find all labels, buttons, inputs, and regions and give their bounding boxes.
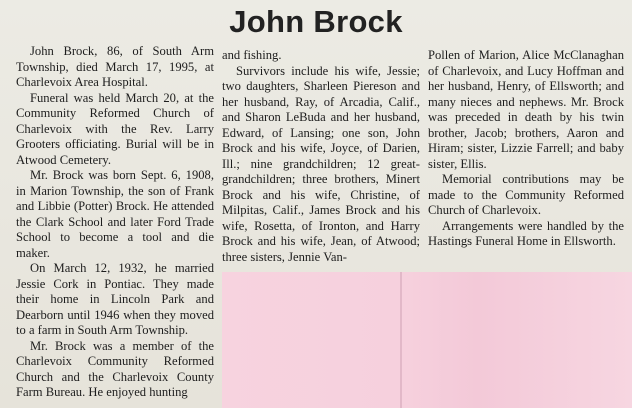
column-3 (428, 48, 624, 250)
paragraph: and fishing. (222, 48, 282, 62)
paragraph: Survivors include his wife, Jessie; two daughters, Sharleen Piereson and her husband, Ray, of Arcadia, Calif., and Sharon LeBuda and her husband, Edward, of Lansing; one son, John Brock and his wife, Joyce, of Darien, Ill.; nine grandchildren; 12 great-grandchildren; three brothers, Minert Brock and his wife, Christine, of Milpitas, Calif., James Brock and his wife, Rosetta, of Ironton, and Harry Brock and his wife, Jean, of Atwood; three sisters, Jennie Van- (222, 63, 420, 264)
paragraph: Mr. Brock was born Sept. 6, 1908, in Marion Township, the son of Frank and Libbie (Potter) Brock. He attended the Clark School and later Ford Trade School to become a tool and die maker. (16, 168, 214, 260)
paragraph: On March 12, 1932, he married Jessie Cork in Pontiac. They made their home in Lincoln Park and Dearborn until 1946 when they moved to a farm in South Arm Township. (16, 261, 214, 337)
paragraph: Memorial contributions may be made to the Community Reformed Church of Charlevoix. (428, 172, 624, 217)
paragraph: John Brock, 86, of South Arm Township, died March 17, 1995, at Charlevoix Area Hospital. (16, 44, 214, 89)
column-2 (222, 48, 420, 265)
paper-fold (400, 272, 402, 408)
paragraph: Mr. Brock was a member of the Charlevoix Community Reformed Church and the Charlevoix County Farm Bureau. He enjoyed hunting (16, 338, 214, 399)
paragraph: Pollen of Marion, Alice McClanaghan of Charlevoix, and Lucy Hoffman and her husband, Henry, of Ellsworth; and many nieces and nephews. Mr. Brock was preceded in death by his twin brother, Jacob; brothers, Aaron and Hiram; sister, Lizzie Farrell; and baby sister, Ellis. (428, 48, 624, 171)
obituary-title: John Brock (229, 4, 403, 39)
column-1 (16, 44, 214, 401)
paragraph: Arrangements were handled by the Hastings Funeral Home in Ellsworth. (428, 218, 624, 248)
pink-paper-background (222, 272, 632, 408)
paragraph: Funeral was held March 20, at the Community Reformed Church of Charlevoix with the Rev. Larry Grooters officiating. Burial will be in Atwood Cemetery. (16, 90, 214, 167)
